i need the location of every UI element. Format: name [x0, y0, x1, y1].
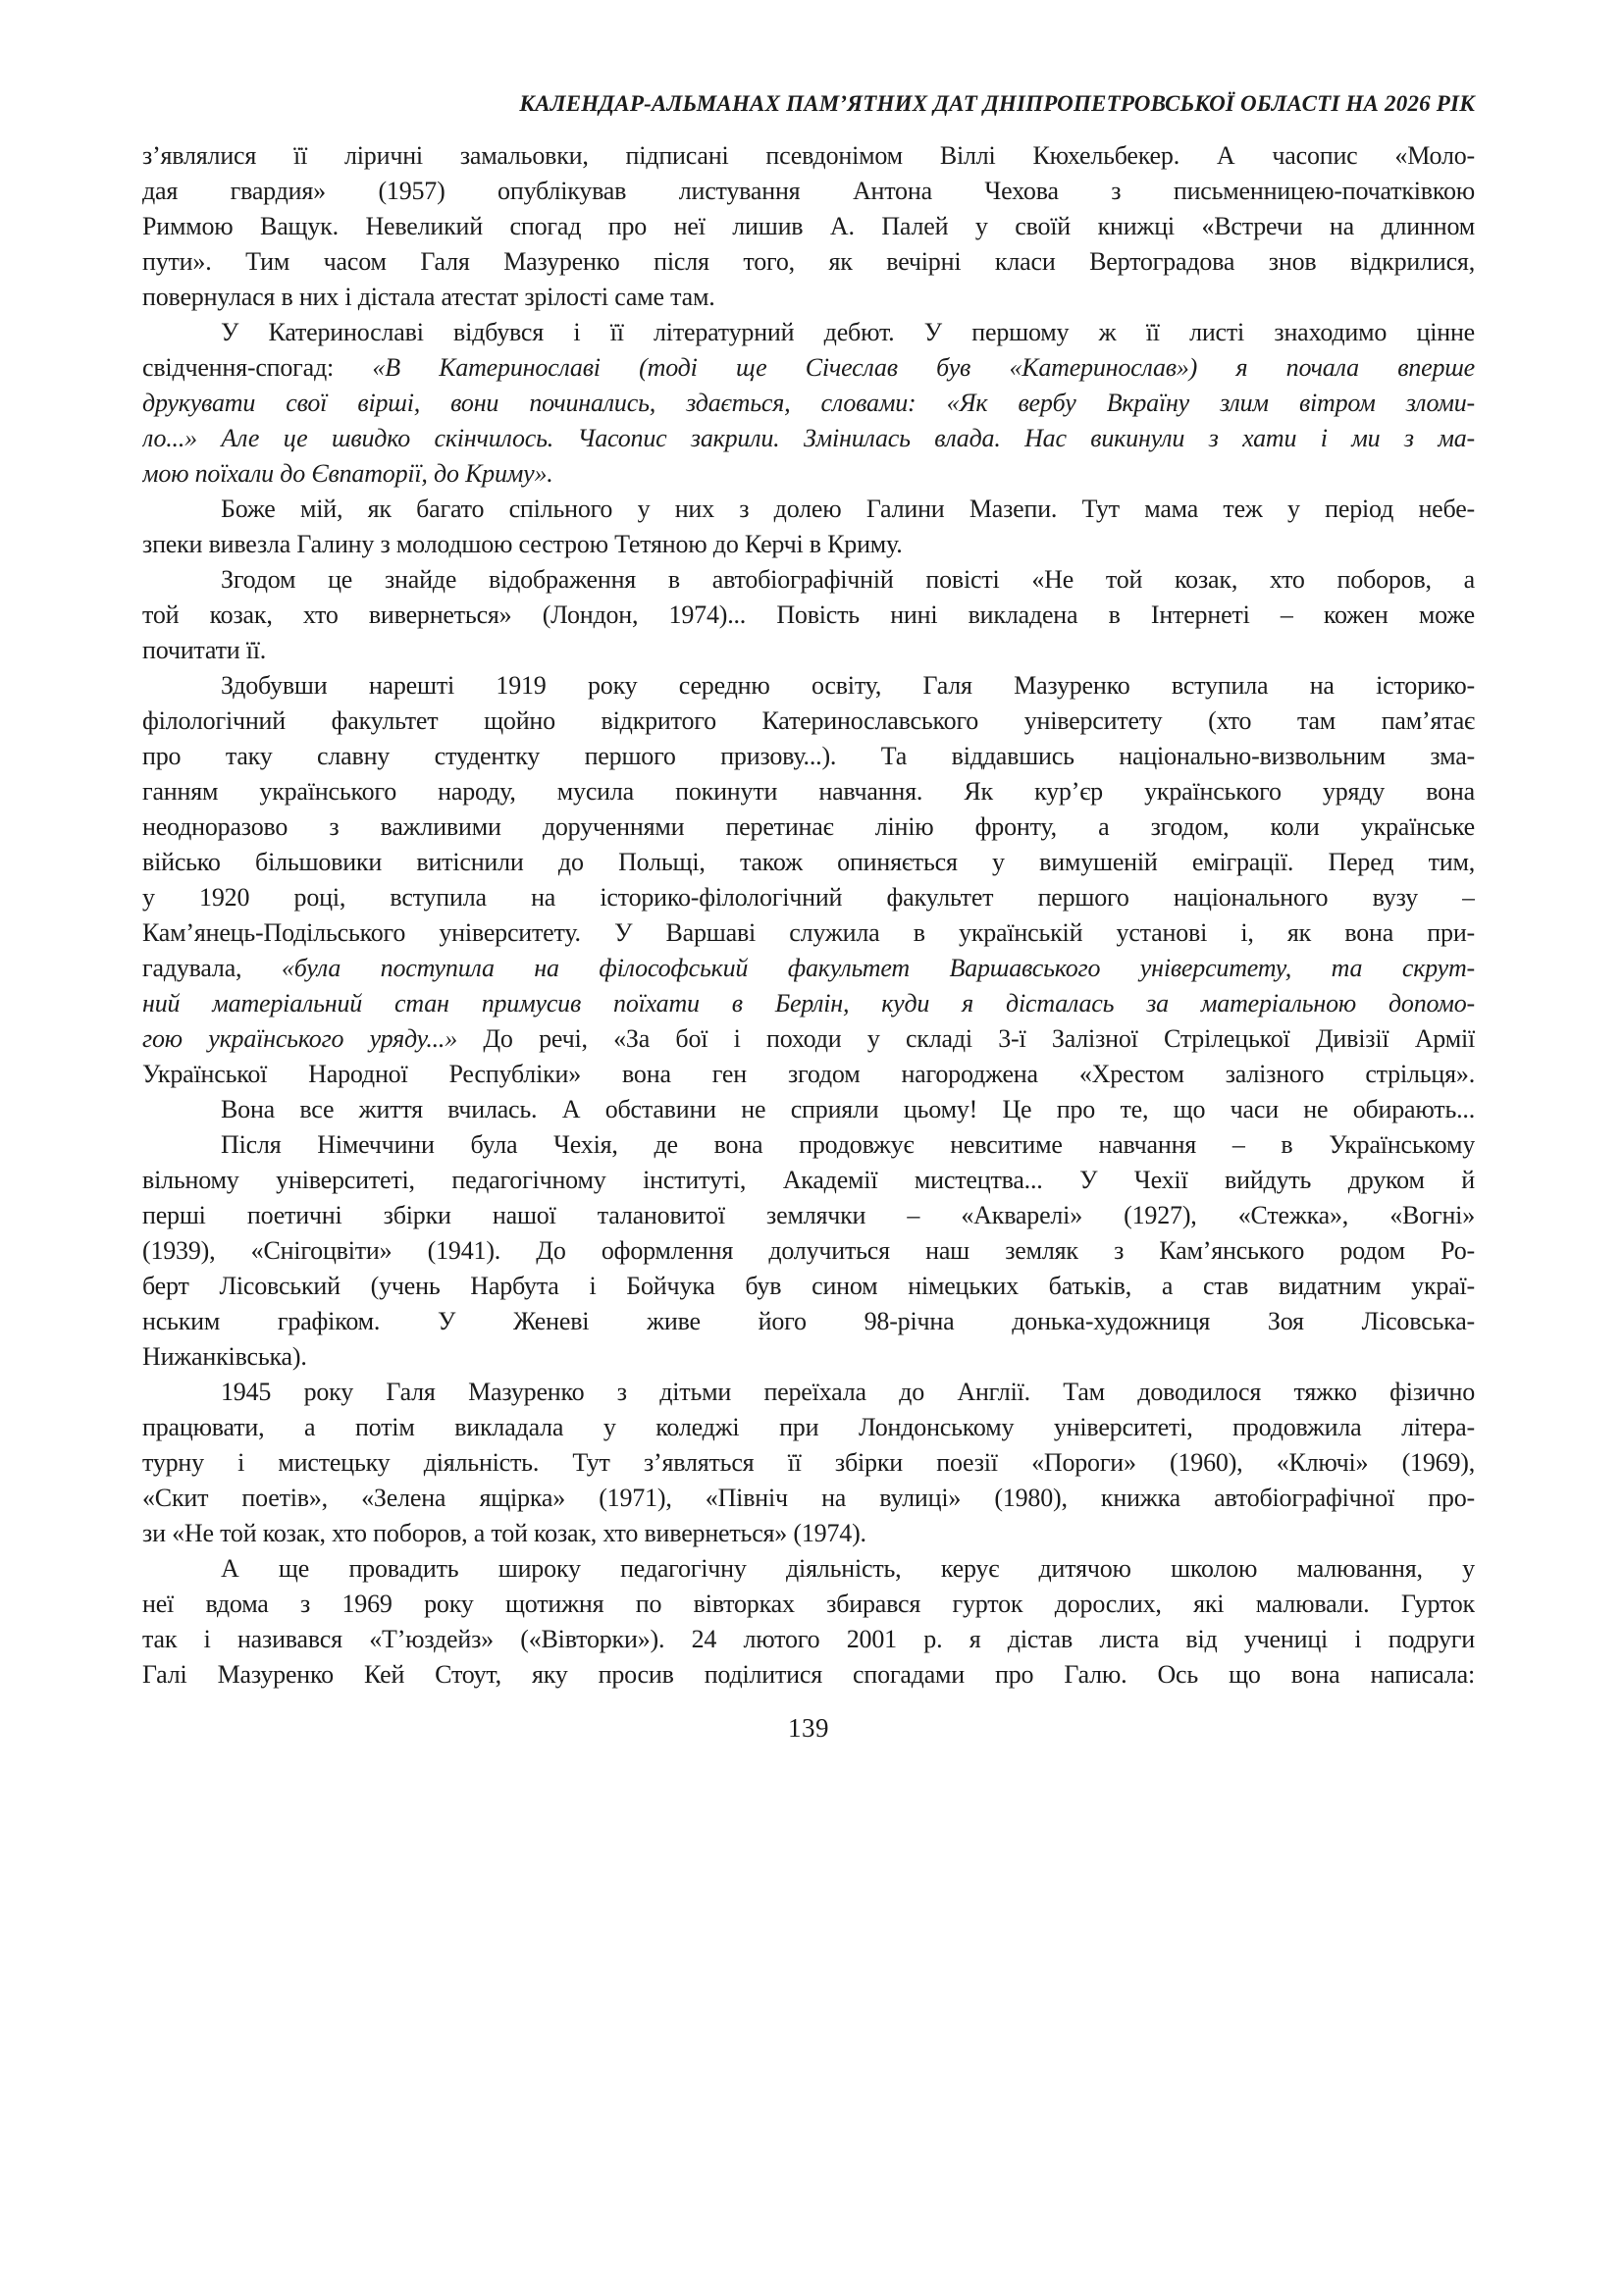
text-segment: військо більшовики витіснили до Польщі, також опиняється у вимушеній еміграції. Перед тим,	[142, 848, 1475, 876]
paragraph	[142, 1127, 1475, 1375]
paragraph	[142, 315, 1475, 492]
text-line	[142, 1551, 1475, 1587]
text-line	[142, 739, 1475, 774]
text-segment: філологічний факультет щойно відкритого Катеринославського університету (хто там пам’ятає	[142, 706, 1475, 735]
text-segment: Після Німеччини була Чехія, де вона продовжує невситиме навчання – в Українському	[221, 1130, 1475, 1159]
text-line	[142, 1375, 1475, 1410]
text-line	[142, 209, 1475, 244]
italic-text-segment: ний матеріальний стан примусив поїхати в Берлін, куди я дісталась за матеріальною допомо-	[142, 989, 1475, 1017]
text-segment: повернулася в них і дістала атестат зрілості саме там.	[142, 283, 715, 311]
text-line	[142, 1516, 1475, 1551]
text-line	[142, 1481, 1475, 1516]
text-segment: нським графіком. У Женеві живе його 98-річна донька-художниця Зоя Лісовська-	[142, 1307, 1475, 1335]
text-line	[142, 244, 1475, 280]
italic-text-segment: мою поїхали до Євпаторії, до Криму».	[142, 459, 553, 488]
text-segment: 1945 року Галя Мазуренко з дітьми переїхала до Англії. Там доводилося тяжко фізично	[221, 1378, 1475, 1406]
text-line	[142, 174, 1475, 209]
text-line	[142, 138, 1475, 174]
text-segment: берт Лісовський (учень Нарбута і Бойчука був сином німецьких батьків, а став видатним украї-	[142, 1272, 1475, 1300]
text-segment: у 1920 році, вступила на історико-філологічний факультет першого національного вузу –	[142, 883, 1475, 912]
paragraph	[142, 562, 1475, 668]
text-line	[142, 315, 1475, 350]
text-line	[142, 704, 1475, 739]
text-line	[142, 1304, 1475, 1339]
text-segment: неодноразово з важливими дорученнями перетинає лінію фронту, а згодом, коли українське	[142, 812, 1475, 841]
text-segment: (1939), «Снігоцвіти» (1941). До оформлення долучиться наш земляк з Кам’янського родом Ро-	[142, 1236, 1475, 1265]
italic-text-segment: друкувати свої вірші, вони починались, здається, словами: «Як вербу Вкраїну злим вітром зломи-	[142, 389, 1475, 417]
text-line	[142, 774, 1475, 809]
text-line	[142, 280, 1475, 315]
text-line	[142, 1339, 1475, 1375]
text-segment: Кам’янець-Подільського університету. У Варшаві служила в українській установі і, як вона при-	[142, 918, 1475, 947]
text-segment: перші поетичні збірки нашої талановитої землячки – «Акварелі» (1927), «Стежка», «Вогні»	[142, 1201, 1475, 1229]
paragraph	[142, 138, 1475, 315]
text-line	[142, 1163, 1475, 1198]
running-header: КАЛЕНДАР-АЛЬМАНАХ ПАМ’ЯТНИХ ДАТ ДНІПРОПЕТРОВСЬКОЇ ОБЛАСТІ НА 2026 РІК	[519, 91, 1475, 116]
text-segment: Згодом це знайде відображення в автобіографічній повісті «Не той козак, хто поборов, а	[221, 565, 1475, 594]
paragraph	[142, 1375, 1475, 1551]
text-line	[142, 880, 1475, 915]
text-line	[142, 492, 1475, 527]
text-segment: гадувала,	[142, 954, 282, 982]
text-line	[142, 350, 1475, 386]
text-segment: Боже мій, як багато спільного у них з долею Галини Мазепи. Тут мама теж у період небе-	[221, 495, 1475, 523]
text-line	[142, 1233, 1475, 1269]
text-line	[142, 1445, 1475, 1481]
text-segment: свідчення-спогад:	[142, 353, 373, 382]
paragraph	[142, 1551, 1475, 1693]
text-segment: ганням українського народу, мусила покинути навчання. Як кур’єр українського уряду вона	[142, 777, 1475, 806]
text-segment: Вона все життя вчилась. А обставини не сприяли цьому! Це про те, що часи не обирають...	[221, 1095, 1475, 1123]
text-line	[142, 1587, 1475, 1622]
paragraph	[142, 1092, 1475, 1127]
text-line	[142, 1021, 1475, 1057]
text-line	[142, 1198, 1475, 1233]
text-segment: Нижанківська).	[142, 1342, 307, 1371]
text-segment: неї вдома з 1969 року щотижня по вівторках збирався гурток дорослих, які малювали. Гурток	[142, 1590, 1475, 1618]
text-segment: той козак, хто вивернеться» (Лондон, 1974)... Повість нині викладена в Інтернеті – кожен може	[142, 600, 1475, 629]
text-line	[142, 633, 1475, 668]
text-segment: про таку славну студентку першого призову...). Та віддавшись національно-визвольним зма-	[142, 742, 1475, 770]
text-line	[142, 809, 1475, 845]
text-line	[142, 1657, 1475, 1693]
text-line	[142, 986, 1475, 1021]
text-line	[142, 1092, 1475, 1127]
text-segment: зи «Не той козак, хто поборов, а той козак, хто вивернеться» (1974).	[142, 1519, 866, 1547]
text-segment: турну і мистецьку діяльність. Тут з’являться її збірки поезії «Пороги» (1960), «Ключі» (1969),	[142, 1448, 1475, 1477]
text-block	[142, 138, 1475, 1693]
text-segment: Української Народної Республіки» вона ген згодом нагороджена «Хрестом залізного стрільця».	[142, 1060, 1475, 1088]
text-line	[142, 1269, 1475, 1304]
text-segment: А ще провадить широку педагогічну діяльність, керує дитячою школою малювання, у	[221, 1554, 1475, 1583]
text-segment: Риммою Ващук. Невеликий спогад про неї лишив А. Палей у своїй книжці «Встречи на длинном	[142, 212, 1475, 240]
text-segment: дая гвардия» (1957) опублікував листування Антона Чехова з письменницею-початківкою	[142, 177, 1475, 205]
text-segment: зпеки вивезла Галину з молодшою сестрою Тетяною до Керчі в Криму.	[142, 530, 903, 558]
text-segment: з’являлися її ліричні замальовки, підписані псевдонімом Віллі Кюхельбекер. А часопис «Моло-	[142, 141, 1475, 170]
text-line	[142, 562, 1475, 598]
text-segment: вільному університеті, педагогічному інституті, Академії мистецтва... У Чехії вийдуть друком й	[142, 1166, 1475, 1194]
text-segment: почитати її.	[142, 636, 267, 664]
text-line	[142, 386, 1475, 421]
text-line	[142, 1127, 1475, 1163]
text-segment: так і називався «Т’юздейз» («Вівторки»). 24 лютого 2001 р. я дістав листа від учениці і подруги	[142, 1625, 1475, 1653]
text-line	[142, 421, 1475, 456]
page-number: 139	[788, 1713, 829, 1743]
text-segment: пути». Тим часом Галя Мазуренко після того, як вечірні класи Вертоградова знов відкрилися,	[142, 247, 1475, 276]
paragraph	[142, 492, 1475, 562]
text-line	[142, 456, 1475, 492]
text-segment: працювати, а потім викладала у коледжі при Лондонському університеті, продовжила літера-	[142, 1413, 1475, 1441]
italic-text-segment: гою українського уряду...»	[142, 1024, 458, 1053]
text-line	[142, 951, 1475, 986]
text-line	[142, 1057, 1475, 1092]
paragraph	[142, 668, 1475, 1092]
text-segment: У Катеринославі відбувся і її літературний дебют. У першому ж її листі знаходимо цінне	[221, 318, 1475, 346]
text-line	[142, 845, 1475, 880]
italic-text-segment: «була поступила на філософський факультет Варшавського університету, та скрут-	[281, 954, 1475, 982]
italic-text-segment: ло...» Але це швидко скінчилось. Часопис закрили. Змінилась влада. Нас викинули з хати і ми з ма-	[142, 424, 1475, 452]
text-line	[142, 598, 1475, 633]
text-line	[142, 915, 1475, 951]
italic-text-segment: «В Катеринославі (тоді ще Січеслав був «Катеринослав») я почала вперше	[372, 353, 1475, 382]
text-segment: Галі Мазуренко Кей Стоут, яку просив поділитися спогадами про Галю. Ось що вона написала:	[142, 1660, 1475, 1689]
text-line	[142, 1410, 1475, 1445]
text-line	[142, 1622, 1475, 1657]
text-segment: Здобувши нарешті 1919 року середню освіту, Галя Мазуренко вступила на історико-	[221, 671, 1475, 700]
text-line	[142, 668, 1475, 704]
text-line	[142, 527, 1475, 562]
text-segment: До речі, «За бої і походи у складі 3-ї Залізної Стрілецької Дивізії Армії	[457, 1024, 1475, 1053]
text-segment: «Скит поетів», «Зелена ящірка» (1971), «Північ на вулиці» (1980), книжка автобіографічної про-	[142, 1484, 1475, 1512]
